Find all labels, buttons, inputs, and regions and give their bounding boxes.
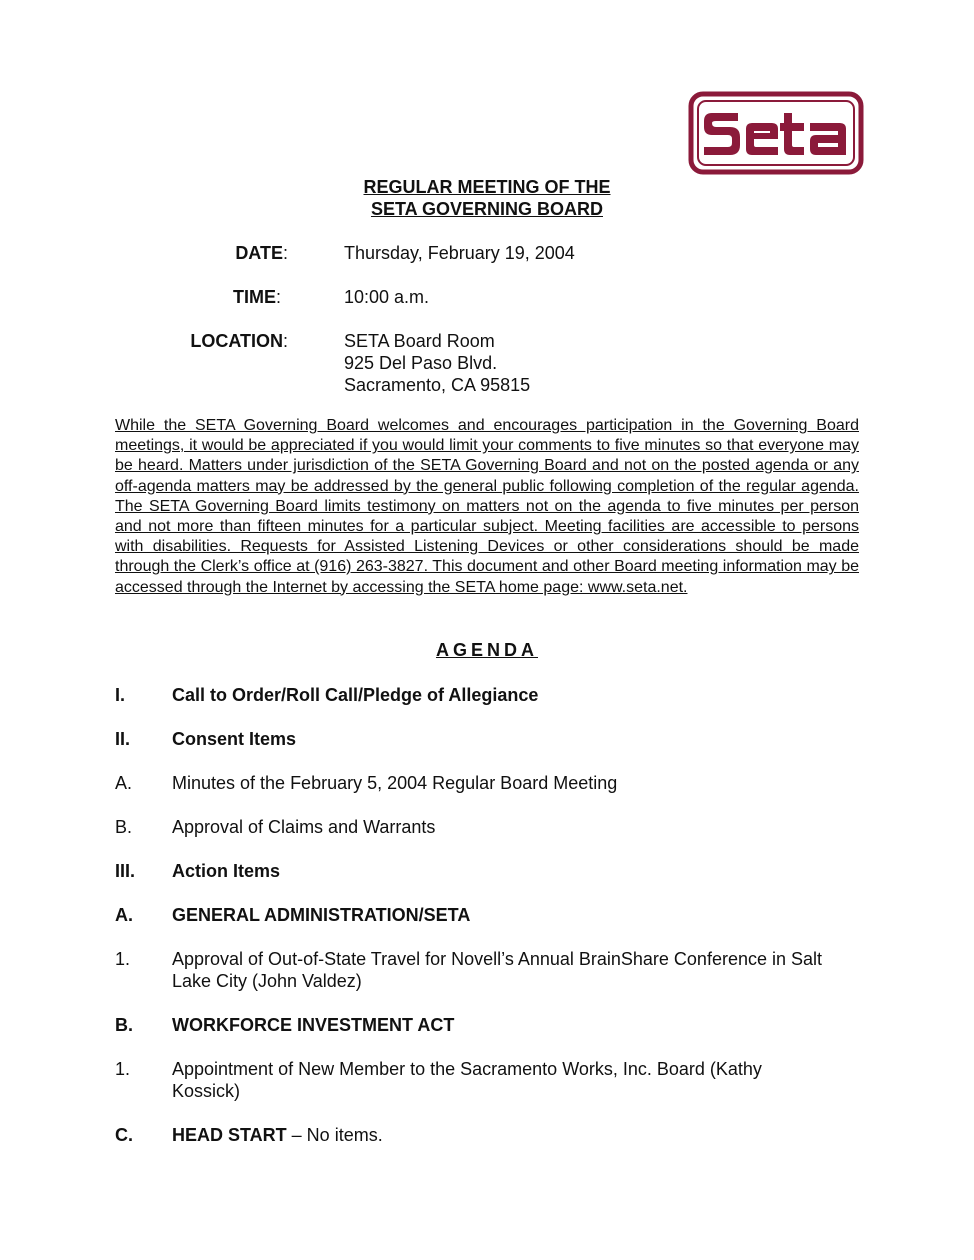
agenda-item-number: 1. [115,949,131,969]
agenda-heading: AGENDA [435,640,538,660]
title-line-1: REGULAR MEETING OF THE [363,177,611,197]
date-label-row [180,242,288,264]
agenda-item-text: Appointment of New Member to the Sacramento Works, Inc. Board (Kathy Kossick) [172,1059,762,1101]
agenda-item-suffix: – No items. [286,1125,383,1145]
location-colon: : [282,331,288,351]
date-label: DATE [235,243,283,263]
agenda-item-number: 1. [115,1059,131,1079]
date-value: Thursday, February 19, 2004 [344,243,575,263]
agenda-item-number: II. [115,729,131,749]
agenda-item-text: Approval of Out-of-State Travel for Novell’s Annual BrainShare Conference in Salt Lake City (John Valdez) [172,949,823,991]
agenda-item-text: Consent Items [172,729,297,749]
agenda-item-text: Approval of Claims and Warrants [172,817,436,837]
meeting-details [0,0,974,400]
time-value: 10:00 a.m. [344,287,430,307]
agenda-item-text: GENERAL ADMINISTRATION/SETA [172,905,471,925]
agenda-item-number: I. [115,685,126,705]
time-label: TIME [232,287,276,307]
agenda-item-text: WORKFORCE INVESTMENT ACT [172,1015,455,1035]
agenda-item-text: HEAD START [172,1125,287,1145]
date-colon: : [282,243,288,263]
title-line-2: SETA GOVERNING BOARD [370,199,603,219]
time-colon: : [275,287,281,307]
agenda-item-text: Minutes of the February 5, 2004 Regular Board Meeting [172,773,618,793]
agenda-item-number: B. [115,817,133,837]
agenda-item-number: A. [115,905,133,925]
public-comment-notice: While the SETA Governing Board welcomes and encourages participation in the Governing Board meetings, it would be appreciated if you would limit your comments to five minutes so that everyone may be heard. Matters under jurisdiction of the SETA Governing Board and not on the posted agenda or any off-agenda matters may be addressed by the general public following completion of the regular agenda. The SETA Governing Board limits testimony on matters not on the agenda to five minutes per person and not more than fifteen minutes for a particular subject. Meeting facilities are accessible to persons with disabilities. Requests for Assisted Listening Devices or other considerations should be made through the Clerk’s office at (916) 263-3827. This document and other Board meeting information may be accessed through the Internet by accessing the SETA home page: www.seta.net. [115,417,859,596]
agenda-item-number: C. [115,1125,133,1145]
agenda-item-text-wrap [172,1124,822,1146]
location-label: LOCATION [190,331,283,351]
agenda-item-text: Action Items [172,861,281,881]
agenda-item-text: Call to Order/Roll Call/Pledge of Allegiance [172,685,539,705]
location-line-1: SETA Board Room [344,331,495,351]
location-line-2: 925 Del Paso Blvd. [344,353,498,373]
agenda-item-number: A. [115,773,133,793]
agenda-item-number: B. [115,1015,133,1035]
location-value [344,330,530,396]
time-label-row [180,286,281,308]
location-line-3: Sacramento, CA 95815 [344,375,531,395]
location-label-row [150,330,288,352]
agenda-item-number: III. [115,861,136,881]
